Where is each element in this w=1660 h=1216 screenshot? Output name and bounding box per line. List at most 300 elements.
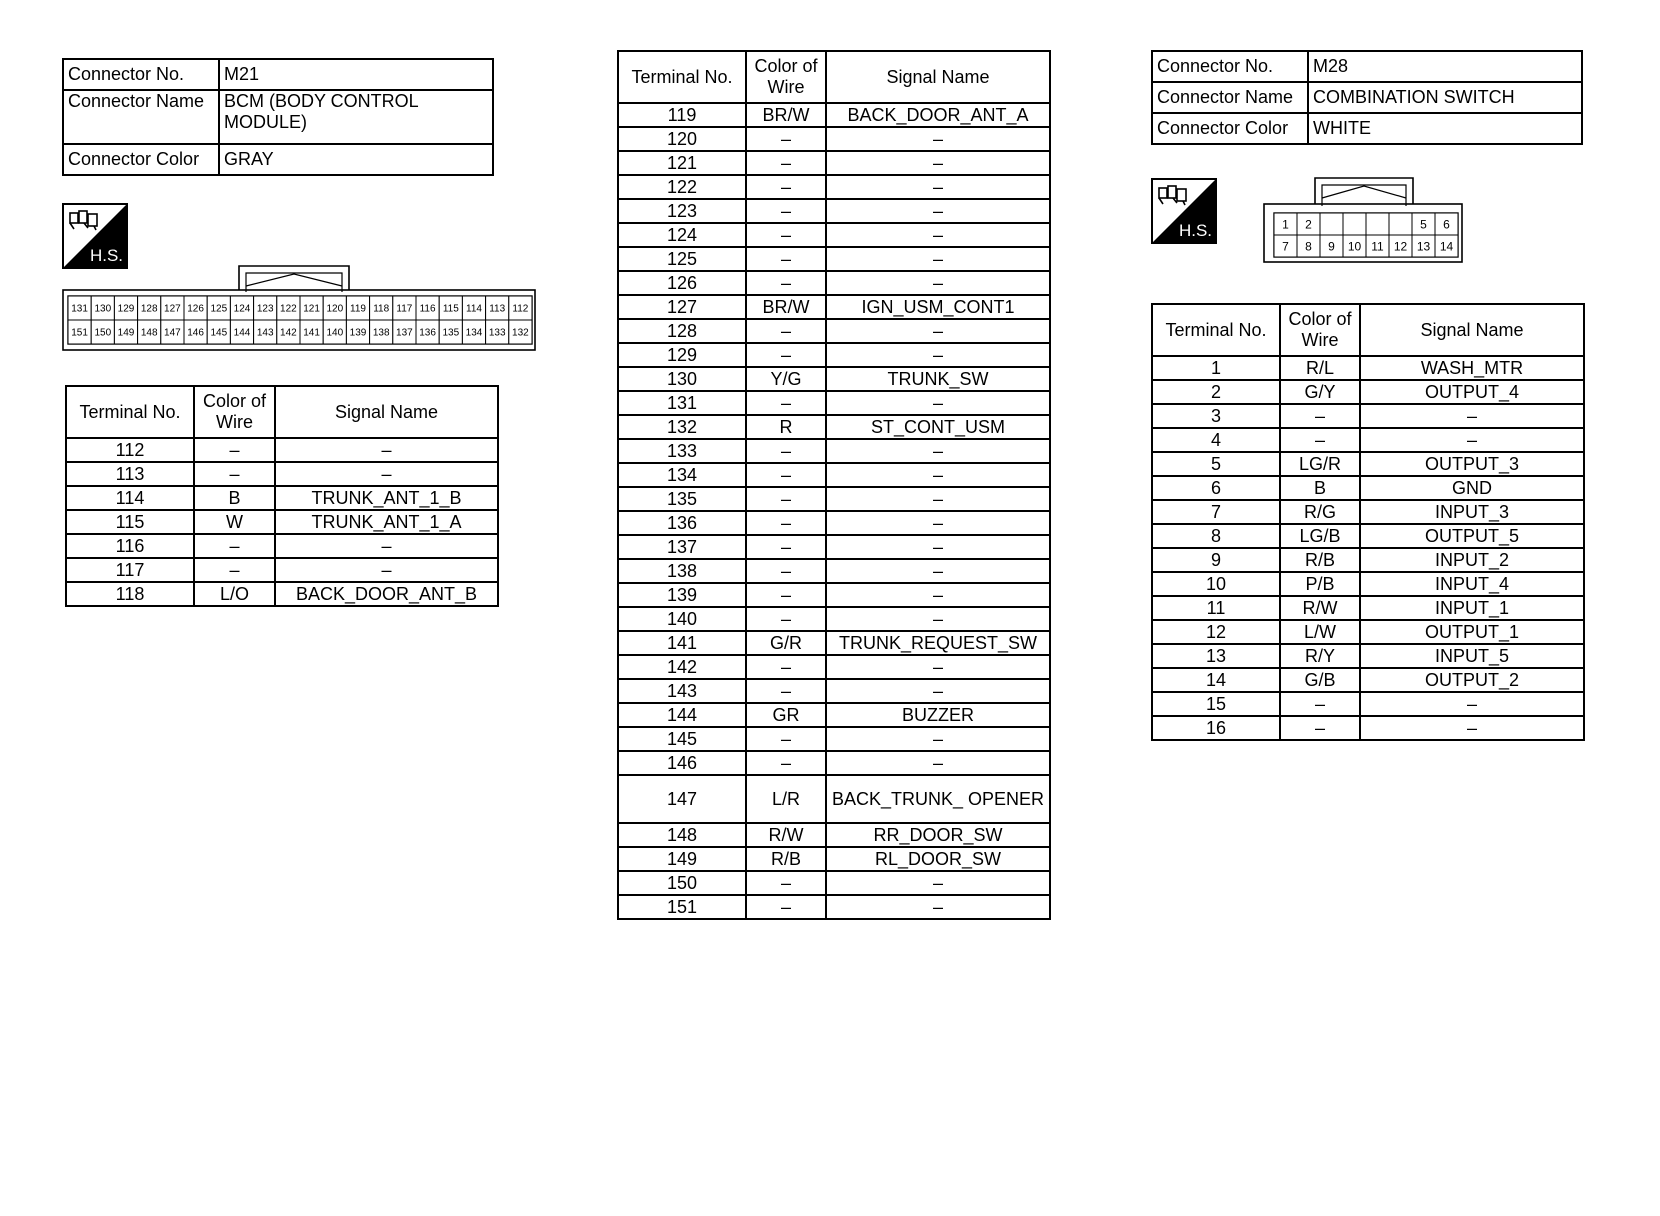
terminal-no-cell: 117 — [66, 558, 194, 582]
table-row — [1152, 500, 1584, 524]
wire-color-cell: – — [1280, 692, 1360, 716]
table-row — [618, 151, 1050, 175]
table-row — [66, 462, 498, 486]
connector-pin-label: 142 — [280, 327, 297, 339]
signal-name-cell: – — [275, 438, 498, 462]
wire-color-cell: – — [746, 151, 826, 175]
terminal-no-cell: 16 — [1152, 716, 1280, 740]
terminal-no-cell: 141 — [618, 631, 746, 655]
wire-color-cell: LG/B — [1280, 524, 1360, 548]
terminal-no-cell: 142 — [618, 655, 746, 679]
wire-color-cell: GR — [746, 703, 826, 727]
signal-name-cell: GND — [1360, 476, 1584, 500]
wire-color-cell: – — [746, 751, 826, 775]
table-row — [618, 223, 1050, 247]
connector-pin-label: 137 — [396, 327, 413, 339]
table-row — [618, 535, 1050, 559]
connector-pin-label: 117 — [396, 303, 413, 315]
info-label: Connector No. — [63, 59, 219, 90]
m21-hs-label: H.S. — [89, 246, 123, 265]
signal-name-cell: OUTPUT_2 — [1360, 668, 1584, 692]
signal-name-cell: TRUNK_REQUEST_SW — [826, 631, 1050, 655]
terminal-no-cell: 112 — [66, 438, 194, 462]
terminal-no-cell: 129 — [618, 343, 746, 367]
connector-pin-label: 127 — [164, 303, 181, 315]
terminal-no-cell: 140 — [618, 607, 746, 631]
wire-color-cell: B — [1280, 476, 1360, 500]
connector-pin-label: 131 — [71, 303, 88, 315]
table-row — [618, 703, 1050, 727]
wire-color-cell: R/W — [746, 823, 826, 847]
wire-color-cell: R — [746, 415, 826, 439]
wire-color-cell: – — [746, 271, 826, 295]
signal-name-cell: OUTPUT_4 — [1360, 380, 1584, 404]
table-row — [618, 103, 1050, 127]
table-row — [1152, 668, 1584, 692]
connector-pin-label: 121 — [303, 303, 320, 315]
connector-pin-label: 6 — [1443, 217, 1450, 232]
terminal-no-cell: 150 — [618, 871, 746, 895]
terminal-no-cell: 133 — [618, 439, 746, 463]
signal-name-cell: BACK_DOOR_ANT_A — [826, 103, 1050, 127]
terminal-no-cell: 15 — [1152, 692, 1280, 716]
wire-color-cell: – — [746, 607, 826, 631]
table-row — [1152, 620, 1584, 644]
terminal-no-cell: 12 — [1152, 620, 1280, 644]
signal-name-cell: TRUNK_ANT_1_B — [275, 486, 498, 510]
terminal-no-cell: 121 — [618, 151, 746, 175]
wire-color-cell: – — [1280, 404, 1360, 428]
info-label: Connector Color — [1152, 113, 1308, 144]
info-row — [63, 59, 493, 90]
info-row — [63, 144, 493, 175]
connector-pin-label: 5 — [1420, 217, 1427, 232]
terminal-no-cell: 4 — [1152, 428, 1280, 452]
connector-pin-label: 145 — [210, 327, 228, 339]
wire-color-cell: – — [746, 439, 826, 463]
info-row — [1152, 113, 1582, 144]
m28-connector-info-table — [1151, 50, 1583, 145]
signal-name-cell: INPUT_1 — [1360, 596, 1584, 620]
wire-color-cell: G/Y — [1280, 380, 1360, 404]
table-row — [618, 367, 1050, 391]
connector-pin-label: 151 — [71, 327, 88, 339]
wire-color-cell: – — [746, 127, 826, 151]
connector-pin-label: 126 — [187, 303, 204, 315]
m21-terminal-table — [65, 385, 499, 607]
terminal-no-cell: 143 — [618, 679, 746, 703]
wire-color-cell: R/B — [746, 847, 826, 871]
table-row — [1152, 572, 1584, 596]
terminal-no-cell: 151 — [618, 895, 746, 919]
table-row — [1152, 692, 1584, 716]
color-of-wire-header: Color of Wire — [746, 51, 826, 103]
wire-color-cell: – — [746, 343, 826, 367]
terminal-no-header: Terminal No. — [618, 51, 746, 103]
terminal-no-cell: 10 — [1152, 572, 1280, 596]
signal-name-cell: BUZZER — [826, 703, 1050, 727]
signal-name-cell: – — [826, 871, 1050, 895]
table-row — [618, 247, 1050, 271]
connector-pin-label: 140 — [326, 327, 344, 339]
info-value: BCM (BODY CONTROL MODULE) — [219, 90, 493, 144]
signal-name-cell: – — [826, 727, 1050, 751]
terminal-no-header: Terminal No. — [66, 386, 194, 438]
signal-name-cell: – — [826, 895, 1050, 919]
table-row — [618, 343, 1050, 367]
table-row — [618, 199, 1050, 223]
connector-pin-label: 143 — [256, 327, 274, 339]
table-row — [618, 463, 1050, 487]
wire-color-cell: – — [746, 679, 826, 703]
signal-name-cell: IGN_USM_CONT1 — [826, 295, 1050, 319]
terminal-no-cell: 144 — [618, 703, 746, 727]
table-row — [618, 751, 1050, 775]
wire-color-cell: – — [746, 487, 826, 511]
signal-name-cell: – — [826, 223, 1050, 247]
wire-color-cell: R/G — [1280, 500, 1360, 524]
info-row — [1152, 51, 1582, 82]
terminal-no-cell: 124 — [618, 223, 746, 247]
terminal-no-cell: 1 — [1152, 356, 1280, 380]
terminal-no-cell: 126 — [618, 271, 746, 295]
wire-color-cell: – — [746, 655, 826, 679]
terminal-no-cell: 134 — [618, 463, 746, 487]
terminal-no-cell: 135 — [618, 487, 746, 511]
connector-pin-label: 124 — [233, 303, 251, 315]
wire-color-cell: – — [746, 871, 826, 895]
table-row — [66, 438, 498, 462]
wire-color-cell: L/W — [1280, 620, 1360, 644]
wire-color-cell: L/O — [194, 582, 275, 606]
connector-pin-label: 128 — [140, 303, 158, 315]
terminal-no-cell: 125 — [618, 247, 746, 271]
terminal-no-cell: 148 — [618, 823, 746, 847]
wire-color-cell: BR/W — [746, 295, 826, 319]
wire-color-cell: L/R — [746, 775, 826, 823]
table-row — [1152, 452, 1584, 476]
table-row — [1152, 404, 1584, 428]
table-row — [618, 391, 1050, 415]
connector-pin-label: 148 — [140, 327, 158, 339]
table-row — [618, 847, 1050, 871]
m28-harness-side-icon — [1151, 178, 1217, 244]
table-row — [618, 631, 1050, 655]
wire-color-cell: – — [746, 391, 826, 415]
info-row — [63, 90, 493, 144]
connector-pin-label: 115 — [442, 303, 459, 315]
signal-name-cell: OUTPUT_3 — [1360, 452, 1584, 476]
terminal-no-cell: 114 — [66, 486, 194, 510]
connector-pin-label: 139 — [349, 327, 367, 339]
table-row — [618, 679, 1050, 703]
wire-color-cell: – — [194, 534, 275, 558]
connector-pin-label: 138 — [372, 327, 390, 339]
signal-name-cell: – — [826, 655, 1050, 679]
wire-color-cell: – — [194, 558, 275, 582]
signal-name-cell: WASH_MTR — [1360, 356, 1584, 380]
info-label: Connector Name — [63, 90, 219, 144]
terminal-no-cell: 118 — [66, 582, 194, 606]
connector-pin-label: 12 — [1393, 239, 1408, 254]
terminal-no-cell: 8 — [1152, 524, 1280, 548]
table-row — [1152, 476, 1584, 500]
table-row — [618, 487, 1050, 511]
terminal-no-header: Terminal No. — [1152, 304, 1280, 356]
connector-pin-label: 13 — [1416, 239, 1431, 254]
signal-name-cell: – — [826, 391, 1050, 415]
wire-color-cell: – — [746, 559, 826, 583]
m21-connector-info-table — [62, 58, 494, 176]
signal-name-cell: TRUNK_ANT_1_A — [275, 510, 498, 534]
info-value: GRAY — [219, 144, 493, 175]
m28-terminal-table — [1151, 303, 1585, 741]
color-of-wire-header: Color of Wire — [194, 386, 275, 438]
wire-color-cell: – — [746, 583, 826, 607]
connector-pin-label: 123 — [256, 303, 274, 315]
info-value: COMBINATION SWITCH — [1308, 82, 1582, 113]
connector-pin-label: 141 — [303, 327, 320, 339]
connector-pin-label: 136 — [419, 327, 436, 339]
signal-name-cell: INPUT_5 — [1360, 644, 1584, 668]
table-row — [618, 655, 1050, 679]
table-row — [1152, 716, 1584, 740]
signal-name-cell: – — [275, 462, 498, 486]
signal-name-header: Signal Name — [275, 386, 498, 438]
signal-name-cell: – — [826, 319, 1050, 343]
terminal-no-cell: 139 — [618, 583, 746, 607]
signal-name-cell: – — [826, 679, 1050, 703]
signal-name-cell: TRUNK_SW — [826, 367, 1050, 391]
terminal-no-cell: 11 — [1152, 596, 1280, 620]
terminal-no-cell: 132 — [618, 415, 746, 439]
terminal-no-cell: 3 — [1152, 404, 1280, 428]
wire-color-cell: – — [746, 895, 826, 919]
signal-name-cell: – — [826, 535, 1050, 559]
info-label: Connector Name — [1152, 82, 1308, 113]
terminal-no-cell: 149 — [618, 847, 746, 871]
wire-color-cell: – — [746, 727, 826, 751]
wire-color-cell: R/B — [1280, 548, 1360, 572]
table-row — [618, 583, 1050, 607]
terminal-no-cell: 7 — [1152, 500, 1280, 524]
signal-name-cell: – — [826, 487, 1050, 511]
table-row — [618, 127, 1050, 151]
connector-pin-label: 10 — [1347, 239, 1362, 254]
m21-harness-side-icon — [62, 203, 128, 269]
wire-color-cell: LG/R — [1280, 452, 1360, 476]
connector-pin-label: 9 — [1328, 239, 1335, 254]
table-row — [1152, 428, 1584, 452]
table-row — [618, 175, 1050, 199]
terminal-no-cell: 119 — [618, 103, 746, 127]
wire-color-cell: – — [1280, 428, 1360, 452]
wire-color-cell: – — [746, 511, 826, 535]
wire-color-cell: P/B — [1280, 572, 1360, 596]
table-row — [66, 558, 498, 582]
terminal-no-cell: 128 — [618, 319, 746, 343]
table-row — [1152, 524, 1584, 548]
table-row — [66, 510, 498, 534]
connector-pin-cell — [1343, 213, 1366, 235]
connector-pin-label: 119 — [350, 303, 366, 315]
connector-pin-label: 150 — [94, 327, 112, 339]
wire-color-cell: – — [746, 535, 826, 559]
signal-name-cell: – — [826, 607, 1050, 631]
signal-name-cell: – — [1360, 404, 1584, 428]
signal-name-cell: – — [826, 199, 1050, 223]
wire-color-cell: – — [194, 438, 275, 462]
terminal-no-cell: 147 — [618, 775, 746, 823]
connector-pin-label: 122 — [280, 303, 297, 315]
info-value: WHITE — [1308, 113, 1582, 144]
info-label: Connector No. — [1152, 51, 1308, 82]
table-row — [66, 486, 498, 510]
table-row — [66, 582, 498, 606]
signal-name-header: Signal Name — [1360, 304, 1584, 356]
signal-name-cell: – — [275, 558, 498, 582]
connector-pin-cell — [1389, 213, 1412, 235]
signal-name-cell: – — [826, 175, 1050, 199]
connector-pin-label: 132 — [512, 327, 529, 339]
signal-name-cell: INPUT_3 — [1360, 500, 1584, 524]
connector-pin-label: 130 — [94, 303, 112, 315]
connector-pin-label: 146 — [187, 327, 204, 339]
terminal-no-cell: 130 — [618, 367, 746, 391]
wire-color-cell: W — [194, 510, 275, 534]
terminal-no-cell: 113 — [66, 462, 194, 486]
table-row — [618, 295, 1050, 319]
terminal-no-cell: 2 — [1152, 380, 1280, 404]
connector-pin-label: 134 — [465, 327, 483, 339]
terminal-no-cell: 136 — [618, 511, 746, 535]
terminal-no-cell: 123 — [618, 199, 746, 223]
connector-pin-cell — [1366, 213, 1389, 235]
connector-pin-cell — [1320, 213, 1343, 235]
wire-color-cell: G/B — [1280, 668, 1360, 692]
m28-connector-face-diagram — [1262, 176, 1467, 271]
table-row — [618, 415, 1050, 439]
connector-pin-label: 114 — [466, 303, 482, 315]
m28-hs-label: H.S. — [1178, 221, 1212, 240]
table-row — [66, 534, 498, 558]
connector-pin-label: 116 — [419, 303, 436, 315]
info-value: M21 — [219, 59, 493, 90]
signal-name-cell: – — [1360, 716, 1584, 740]
table-row — [1152, 380, 1584, 404]
connector-pin-label: 125 — [210, 303, 228, 315]
signal-name-cell: – — [826, 127, 1050, 151]
table-row — [618, 319, 1050, 343]
info-row — [1152, 82, 1582, 113]
terminal-no-cell: 122 — [618, 175, 746, 199]
signal-name-cell: RL_DOOR_SW — [826, 847, 1050, 871]
terminal-no-cell: 138 — [618, 559, 746, 583]
signal-name-cell: BACK_TRUNK_ OPENER — [826, 775, 1050, 823]
table-row — [1152, 644, 1584, 668]
signal-name-cell: – — [826, 151, 1050, 175]
wire-color-cell: – — [746, 463, 826, 487]
wire-color-cell: R/W — [1280, 596, 1360, 620]
signal-name-header: Signal Name — [826, 51, 1050, 103]
connector-pin-label: 129 — [117, 303, 135, 315]
terminal-no-cell: 13 — [1152, 644, 1280, 668]
table-row — [1152, 596, 1584, 620]
wire-color-cell: G/R — [746, 631, 826, 655]
table-row — [618, 727, 1050, 751]
signal-name-cell: – — [275, 534, 498, 558]
table-row — [1152, 356, 1584, 380]
terminal-no-cell: 5 — [1152, 452, 1280, 476]
wire-color-cell: – — [1280, 716, 1360, 740]
terminal-no-cell: 127 — [618, 295, 746, 319]
terminal-no-cell: 137 — [618, 535, 746, 559]
signal-name-cell: OUTPUT_5 — [1360, 524, 1584, 548]
signal-name-cell: – — [826, 511, 1050, 535]
wire-color-cell: B — [194, 486, 275, 510]
terminal-no-cell: 145 — [618, 727, 746, 751]
wire-color-cell: – — [746, 319, 826, 343]
wire-color-cell: – — [746, 199, 826, 223]
connector-pin-label: 120 — [326, 303, 344, 315]
connector-pin-label: 149 — [117, 327, 135, 339]
terminal-no-cell: 146 — [618, 751, 746, 775]
table-row — [618, 439, 1050, 463]
table-row — [618, 823, 1050, 847]
signal-name-cell: ST_CONT_USM — [826, 415, 1050, 439]
table-row — [618, 895, 1050, 919]
connector-pin-label: 113 — [489, 303, 506, 315]
connector-pin-label: 147 — [164, 327, 181, 339]
wire-color-cell: Y/G — [746, 367, 826, 391]
signal-name-cell: RR_DOOR_SW — [826, 823, 1050, 847]
wire-color-cell: – — [746, 223, 826, 247]
table-row — [618, 559, 1050, 583]
terminal-no-cell: 116 — [66, 534, 194, 558]
connector-pin-label: 112 — [512, 303, 529, 315]
connector-pin-label: 118 — [373, 303, 390, 315]
wire-color-cell: R/L — [1280, 356, 1360, 380]
wire-color-cell: BR/W — [746, 103, 826, 127]
signal-name-cell: – — [826, 559, 1050, 583]
connector-pin-label: 2 — [1305, 217, 1312, 232]
connector-pin-label: 8 — [1305, 239, 1312, 254]
connector-pin-label: 135 — [442, 327, 460, 339]
signal-name-cell: – — [1360, 428, 1584, 452]
signal-name-cell: – — [826, 463, 1050, 487]
table-row — [618, 871, 1050, 895]
terminal-no-cell: 115 — [66, 510, 194, 534]
wire-color-cell: – — [194, 462, 275, 486]
info-label: Connector Color — [63, 144, 219, 175]
signal-name-cell: – — [826, 271, 1050, 295]
signal-name-cell: INPUT_2 — [1360, 548, 1584, 572]
connector-pin-label: 7 — [1282, 239, 1289, 254]
table-row — [618, 775, 1050, 823]
table-row — [618, 271, 1050, 295]
info-value: M28 — [1308, 51, 1582, 82]
wire-color-cell: – — [746, 247, 826, 271]
table-row — [1152, 548, 1584, 572]
connector-pin-label: 11 — [1371, 239, 1384, 254]
table-row — [618, 511, 1050, 535]
signal-name-cell: – — [826, 751, 1050, 775]
signal-name-cell: OUTPUT_1 — [1360, 620, 1584, 644]
m21-connector-face-diagram — [62, 264, 538, 359]
signal-name-cell: INPUT_4 — [1360, 572, 1584, 596]
table-row — [618, 607, 1050, 631]
signal-name-cell: – — [826, 343, 1050, 367]
